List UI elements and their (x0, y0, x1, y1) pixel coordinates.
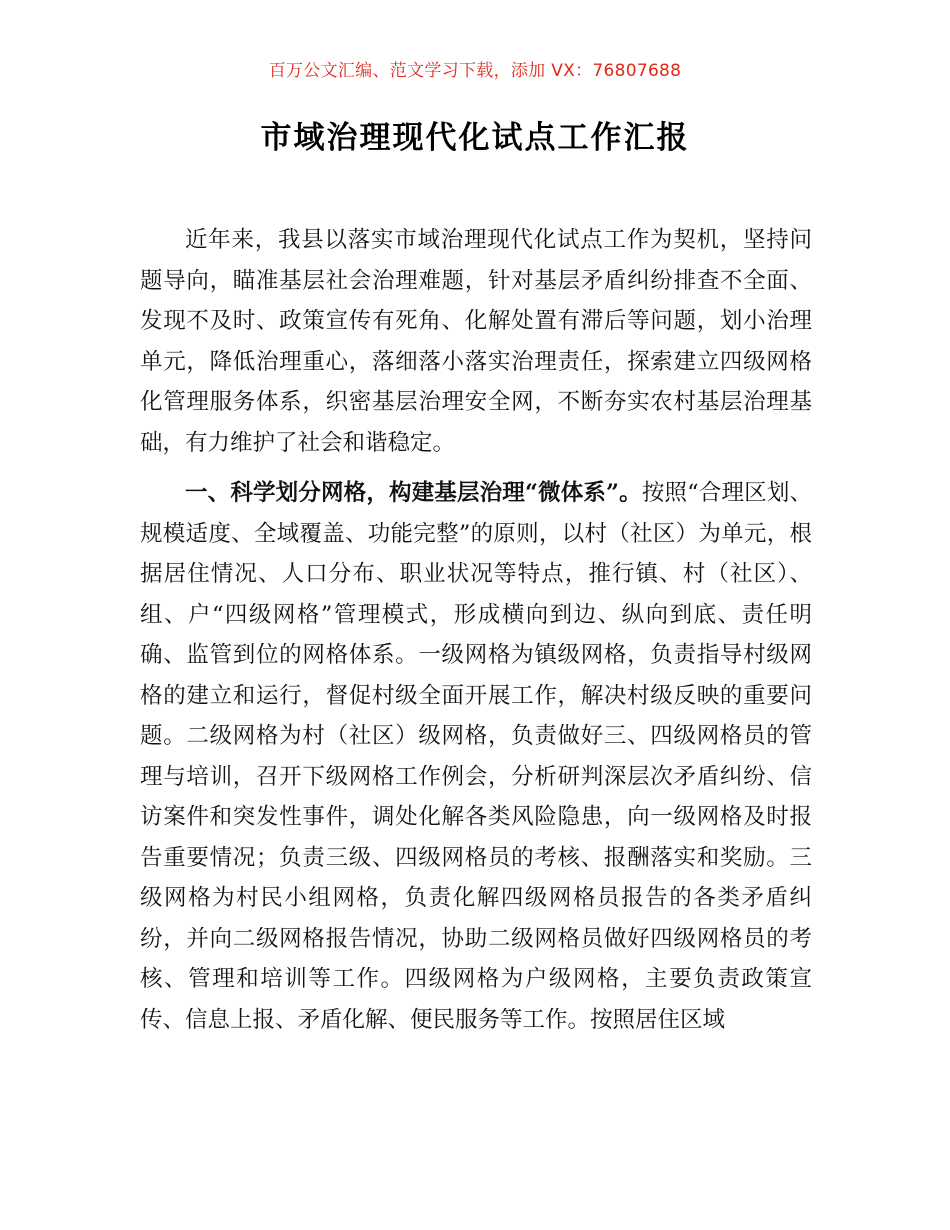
header-note: 百万公文汇编、范文学习下载，添加 VX：76807688 (268, 61, 682, 81)
paragraph-section-one (140, 473, 812, 1040)
paragraph-intro (140, 220, 812, 463)
document-title: 市域治理现代化试点工作汇报 (260, 120, 690, 156)
section-one-text: 按照“合理区划、规模适度、全域覆盖、功能完整”的原则，以村（社区）为单元，根据居住情况、人口分布、职业状况等特点，推行镇、村（社区）、组、户“四级网格”管理模式，形成横向到边、纵向到底、责任明确、监管到位的网格体系。一级网格为镇级网格，负责指导村级网格的建立和运行，督促村级全面开展工作，解决村级反映的重要问题。二级网格为村（社区）级网格，负责做好三、四级网格员的管理与培训，召开下级网格工作例会，分析研判深层次矛盾纠纷、信访案件和突发性事件，调处化解各类风险隐患，向一级网格及时报告重要情况；负责三级、四级网格员的考核、报酬落实和奖励。三级网格为村民小组网格，负责化解四级网格员报告的各类矛盾纠纷，并向二级网格报告情况，协助二级网格员做好四级网格员的考核、管理和培训等工作。四级网格为户级网格，主要负责政策宣传、信息上报、矛盾化解、便民服务等工作。按照居住区域 (140, 480, 812, 1033)
paragraph-intro-text: 近年来，我县以落实市域治理现代化试点工作为契机，坚持问题导向，瞄准基层社会治理难题，针对基层矛盾纠纷排查不全面、发现不及时、政策宣传有死角、化解处置有滞后等问题，划小治理单元，降低治理重心，落细落小落实治理责任，探索建立四级网格化管理服务体系，织密基层治理安全网，不断夯实农村基层治理基础，有力维护了社会和谐稳定。 (140, 227, 812, 456)
section-one-heading: 一、科学划分网格，构建基层治理“微体系”。 (185, 480, 642, 506)
